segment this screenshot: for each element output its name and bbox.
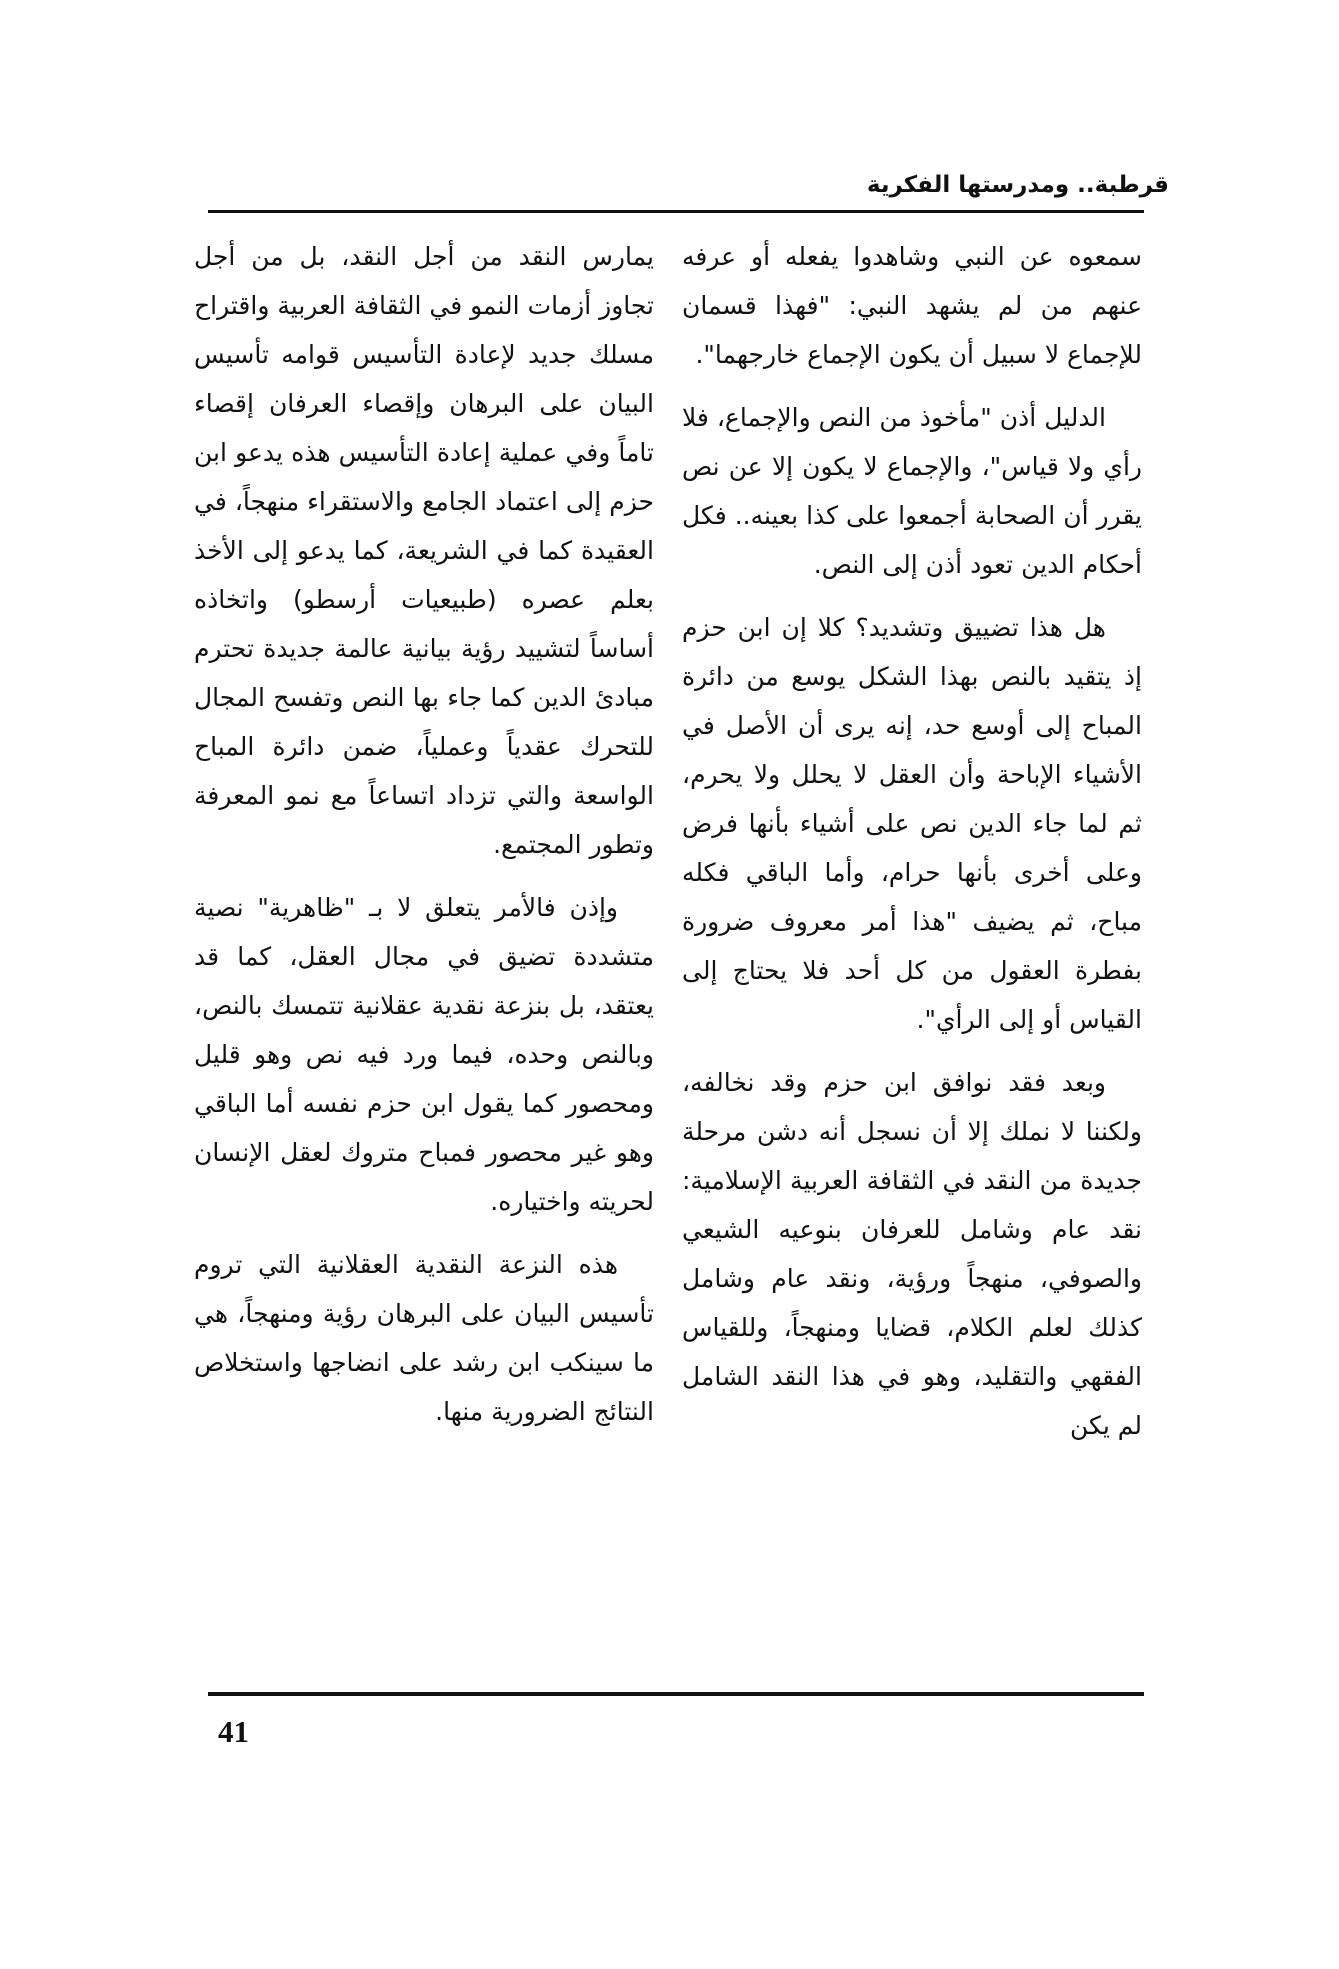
paragraph: وإذن فالأمر يتعلق لا بـ "ظاهرية" نصية متشددة تضيق في مجال العقل، كما قد يعتقد، بل بنزعة نقدية عقلانية تتمسك بالنص، وبالنص وحده، فيما ورد فيه نص وهو قليل ومحصور كما يقول ابن حزم نفسه أما الباقي وهو غير محصور فمباح متروك لعقل الإنسان لحريته واختياره. [194,893,654,1216]
paragraph: يمارس النقد من أجل النقد، بل من أجل تجاوز أزمات النمو في الثقافة العربية واقتراح مسلك جديد لإعادة التأسيس قوامه تأسيس البيان على البرهان وإقصاء العرفان إقصاء تاماً وفي عملية إعادة التأسيس هذه يدعو ابن حزم إلى اعتماد الجامع والاستقراء منهجاً، في العقيدة كما في الشريعة، كما يدعو إلى الأخذ بعلم عصره (طبيعيات أرسطو) واتخاذه أساساً لتشييد رؤية بيانية عالمة جديدة تحترم مبادئ الدين كما جاء بها النص وتفسح المجال للتحرك عقدياً وعملياً، ضمن دائرة المباح الواسعة والتي تزداد اتساعاً مع نمو المعرفة وتطور المجتمع. [194,242,654,859]
page-number: 41 [218,1714,249,1749]
paragraph: سمعوه عن النبي وشاهدوا يفعله أو عرفه عنهم من لم يشهد النبي: "فهذا قسمان للإجماع لا سبيل أن يكون الإجماع خارجهما". [682,242,1142,369]
header-rule [208,210,1144,213]
paragraph: هذه النزعة النقدية العقلانية التي تروم تأسيس البيان على البرهان رؤية ومنهجاً، هي ما سينكب ابن رشد على انضاجها واستخلاص النتائج الضرورية منها. [194,1250,654,1426]
paragraph: الدليل أذن "مأخوذ من النص والإجماع، فلا رأي ولا قياس"، والإجماع لا يكون إلا عن نص يقرر أن الصحابة أجمعوا على كذا بعينه.. فكل أحكام الدين تعود أذن إلى النص. [682,403,1142,579]
paragraph: هل هذا تضييق وتشديد؟ كلا إن ابن حزم إذ يتقيد بالنص بهذا الشكل يوسع من دائرة المباح إلى أوسع حد، إنه يرى أن الأصل في الأشياء الإباحة وأن العقل لا يحلل ولا يحرم، ثم لما جاء الدين نص على أشياء بأنها فرض وعلى أخرى بأنها حرام، وأما الباقي فكله مباح، ثم يضيف "هذا أمر معروف ضرورة بفطرة العقول من كل أحد فلا يحتاج إلى القياس أو إلى الرأي". [682,613,1142,1034]
paragraph: وبعد فقد نوافق ابن حزم وقد نخالفه، ولكننا لا نملك إلا أن نسجل أنه دشن مرحلة جديدة من النقد في الثقافة العربية الإسلامية: نقد عام وشامل للعرفان بنوعيه الشيعي والصوفي، منهجاً ورؤية، ونقد عام وشامل كذلك لعلم الكلام، قضايا ومنهجاً، وللقياس الفقهي والتقليد، وهو في هذا النقد الشامل لم يكن [682,1068,1142,1440]
footer-rule [208,1692,1144,1696]
text-column-right [682,232,1142,1464]
text-column-left [194,232,654,1450]
running-header: قرطبة.. ومدرستها الفكرية [866,172,1169,198]
